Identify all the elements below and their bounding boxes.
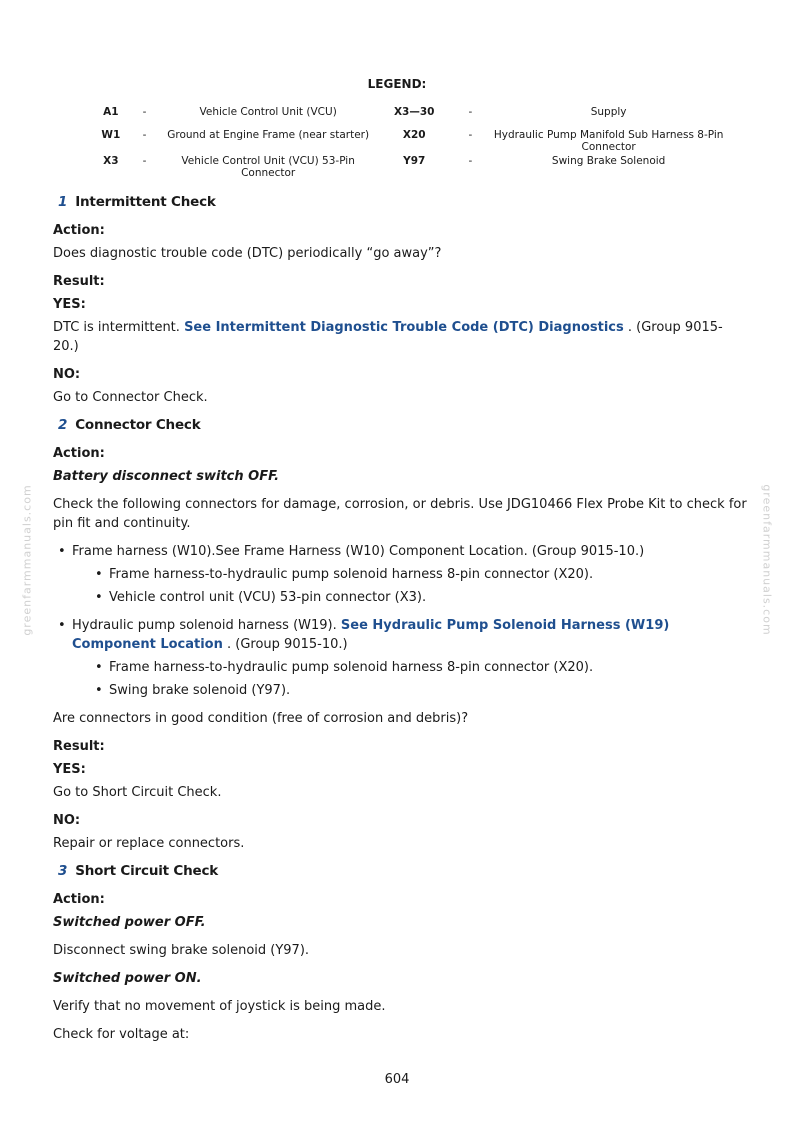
action-label: Action:	[53, 892, 105, 907]
no-label: NO:	[53, 367, 81, 382]
legend-code: W1	[101, 129, 121, 141]
no-label: NO:	[53, 813, 81, 828]
action-question: Are connectors in good condition (free of corrosion and debris)?	[53, 711, 469, 726]
list-item-text: Hydraulic pump solenoid harness (W19).	[72, 618, 341, 633]
step-heading-connector-check	[58, 416, 748, 435]
step-title: Connector Check	[75, 417, 201, 433]
connector-list	[53, 616, 748, 700]
legend-dash: -	[468, 106, 473, 118]
legend-table	[94, 106, 730, 179]
list-item	[53, 542, 748, 607]
legend-code: X3—30	[393, 106, 435, 118]
legend-desc: Vehicle Control Unit (VCU) 53-Pin Connector	[181, 155, 355, 179]
step-number: 1	[58, 194, 68, 210]
list-item	[53, 616, 748, 700]
legend-code: Y97	[403, 155, 426, 167]
step-number: 3	[58, 863, 68, 879]
procedure-content	[53, 193, 748, 1053]
step-heading-short-circuit-check	[58, 862, 748, 881]
legend-desc: Swing Brake Solenoid	[551, 155, 666, 167]
step-number: 2	[58, 417, 68, 433]
legend-dash: -	[468, 129, 473, 141]
legend-row	[94, 106, 730, 129]
legend-desc: Supply	[590, 106, 627, 118]
step-heading-intermittent-check	[58, 193, 748, 212]
yes-label: YES:	[53, 762, 86, 777]
legend-desc: Hydraulic Pump Manifold Sub Harness 8-Pin Connector	[493, 129, 724, 153]
action-label: Action:	[53, 223, 105, 238]
legend-desc: Ground at Engine Frame (near starter)	[167, 129, 370, 141]
legend-dash: -	[468, 155, 473, 167]
action-label: Action:	[53, 446, 105, 461]
legend-code: A1	[103, 106, 119, 118]
action-condition: Switched power ON.	[53, 971, 202, 986]
yes-result	[53, 318, 748, 356]
yes-label: YES:	[53, 297, 86, 312]
action-condition: Battery disconnect switch OFF.	[53, 469, 280, 484]
no-result: Repair or replace connectors.	[53, 836, 245, 851]
watermark-right: greenfarmmanuals.com	[760, 484, 774, 636]
step-title: Short Circuit Check	[75, 863, 219, 879]
legend-dash: -	[142, 155, 147, 167]
action-condition: Switched power OFF.	[53, 915, 206, 930]
no-result: Go to Connector Check.	[53, 390, 208, 405]
legend-row	[94, 129, 730, 155]
list-item-group: . (Group 9015-10.)	[222, 637, 348, 652]
result-label: Result:	[53, 274, 105, 289]
yes-result: Go to Short Circuit Check.	[53, 785, 222, 800]
action-instruction: Verify that no movement of joystick is being made.	[53, 999, 386, 1014]
intermittent-dtc-diagnostics-link[interactable]: See Intermittent Diagnostic Trouble Code (DTC) Diagnostics	[184, 320, 624, 335]
legend-row	[94, 155, 730, 179]
legend-code: X3	[103, 155, 119, 167]
result-label: Result:	[53, 739, 105, 754]
legend-code: X20	[402, 129, 426, 141]
connector-list	[53, 542, 748, 607]
action-instruction: Check for voltage at:	[53, 1027, 190, 1042]
step-title: Intermittent Check	[75, 194, 216, 210]
action-instruction: Disconnect swing brake solenoid (Y97).	[53, 943, 310, 958]
yes-result-group: . (Group 9015-20.)	[53, 320, 723, 354]
legend-title: LEGEND:	[367, 77, 427, 91]
hydraulic-pump-harness-link[interactable]: See Hydraulic Pump Solenoid Harness (W19) Component Location	[72, 618, 670, 652]
page-number: 604	[384, 1072, 410, 1087]
list-item: • Vehicle control unit (VCU) 53-pin connector (X3).	[72, 588, 748, 607]
action-instruction: Check the following connectors for damage, corrosion, or debris. Use JDG10466 Flex Probe Kit to check for pin fit and continuity.	[53, 497, 747, 531]
list-item: • Frame harness-to-hydraulic pump solenoid harness 8-pin connector (X20).	[72, 658, 748, 677]
yes-result-text: DTC is intermittent.	[53, 320, 185, 335]
legend-desc: Vehicle Control Unit (VCU)	[199, 106, 337, 118]
legend-dash: -	[142, 106, 147, 118]
list-item: • Frame harness-to-hydraulic pump solenoid harness 8-pin connector (X20).	[72, 565, 748, 584]
watermark-left: greenfarmmanuals.com	[20, 484, 34, 636]
legend-dash: -	[142, 129, 147, 141]
list-item-text: Frame harness (W10).See Frame Harness (W10) Component Location. (Group 9015-10.)	[72, 544, 645, 559]
list-item: • Swing brake solenoid (Y97).	[72, 681, 748, 700]
action-question: Does diagnostic trouble code (DTC) periodically “go away”?	[53, 246, 442, 261]
